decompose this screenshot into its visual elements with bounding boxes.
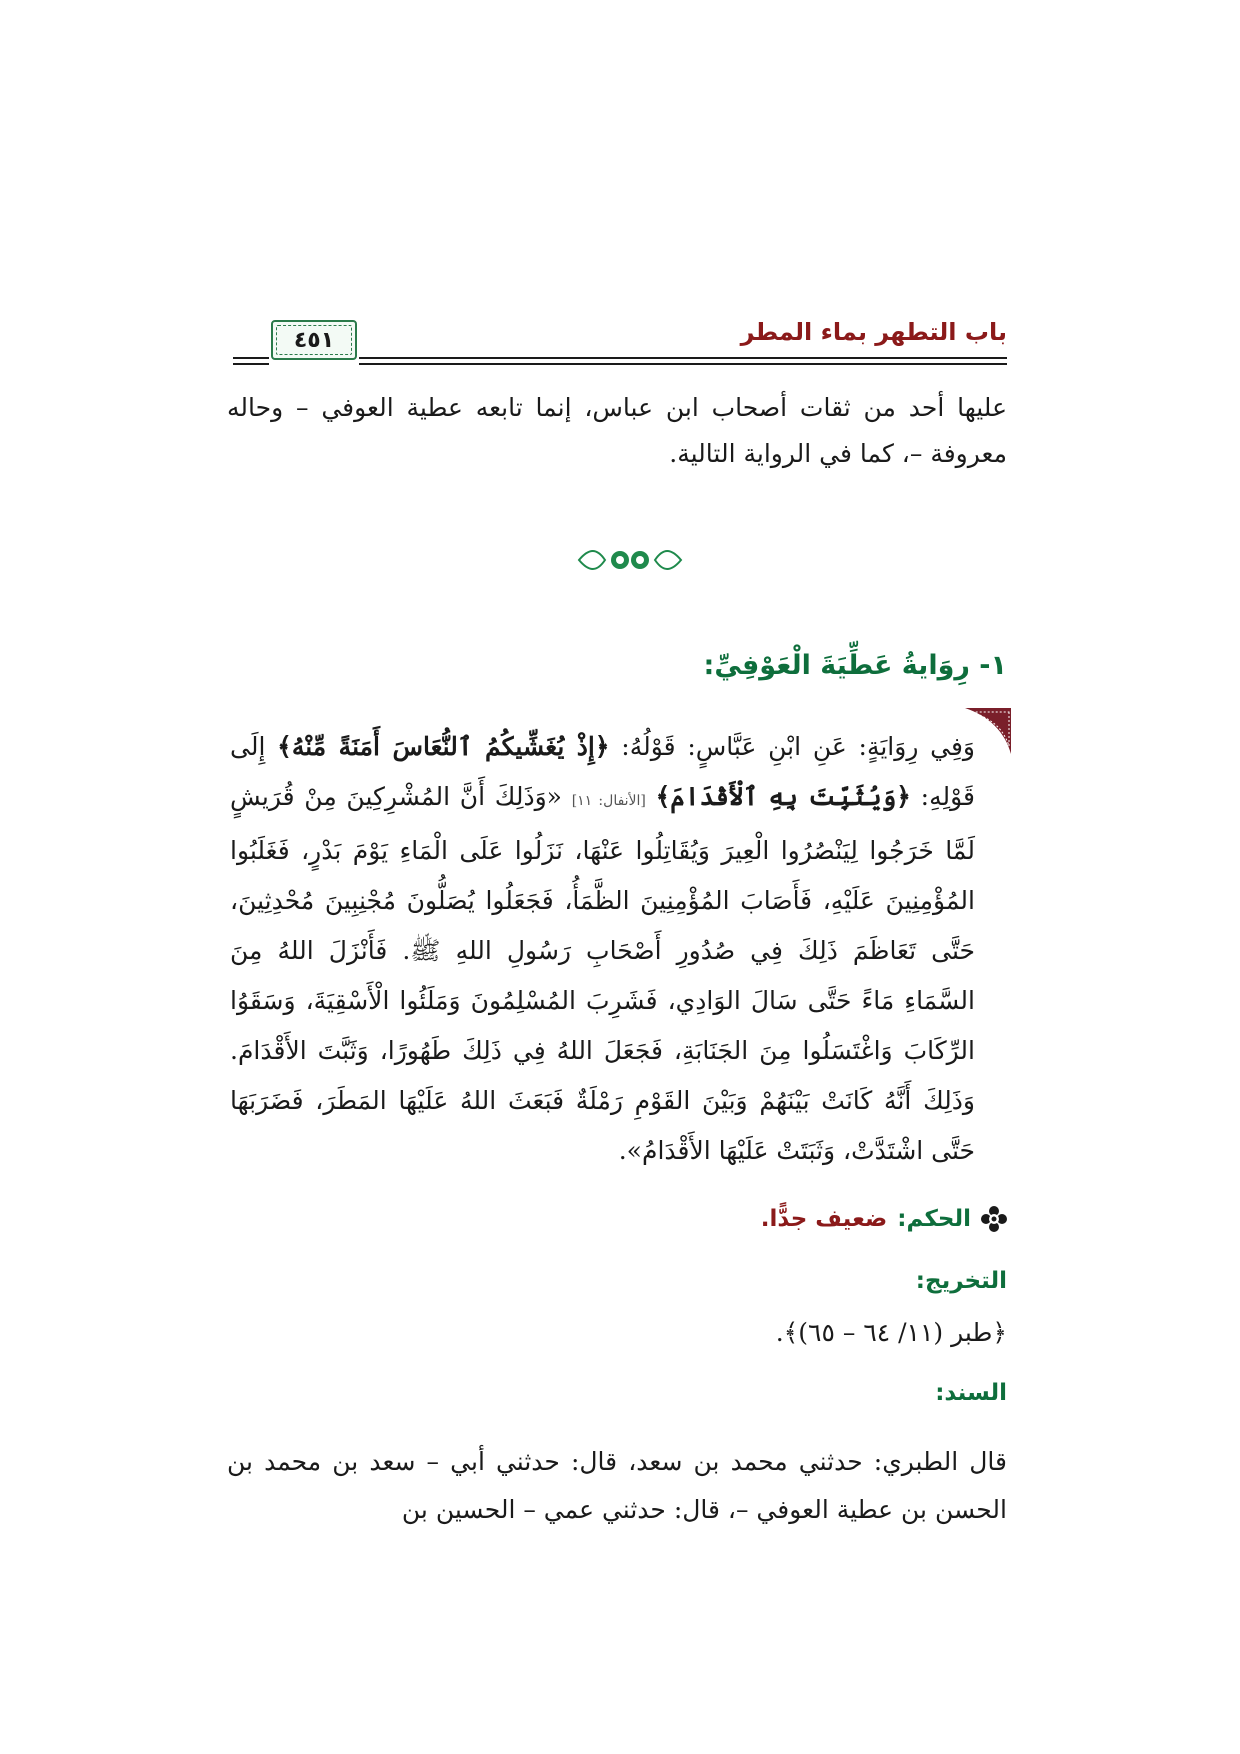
header-rule-left-bottom xyxy=(233,363,269,365)
takhrij-text: ﴿طبر (١١/ ٦٤ – ٦٥)﴾. xyxy=(775,1318,1007,1347)
ruling-label: الحكم: xyxy=(897,1206,971,1232)
page-number-badge xyxy=(271,320,357,360)
quran-verse-2: ﴿وَيُثَبِّتَ بِهِ ٱلْأَقْدَامَ﴾ xyxy=(655,782,911,811)
page-number: ٤٥١ xyxy=(293,327,335,353)
chapter-title: باب التطهر بماء المطر xyxy=(740,318,1007,346)
takhrij-label: التخريج: xyxy=(915,1268,1007,1294)
sanad-paragraph: قال الطبري: حدثني محمد بن سعد، قال: حدثني أبي – سعد بن محمد بن الحسن بن عطية العوفي –، قال: حدثني عمي – الحسين بن xyxy=(227,1447,1007,1524)
header-rule-right-bottom xyxy=(359,363,1007,365)
narration-connector: إِلَى قَوْلِهِ: xyxy=(230,732,975,811)
intro-paragraph: عليها أحد من ثقات أصحاب ابن عباس، إنما تابعه عطية العوفي – وحاله معروفة –، كما في الرواية التالية. xyxy=(227,393,1007,468)
verse-reference: [الأنفال: ١١] xyxy=(571,793,646,809)
ruling-value: ضعيف جدًّا. xyxy=(760,1206,888,1232)
narration-block xyxy=(230,722,975,1176)
ornament-divider-icon xyxy=(575,540,685,580)
flower-bullet-icon xyxy=(981,1206,1007,1232)
quran-verse-1: ﴿إِذْ يُغَشِّيكُمُ ٱلنُّعَاسَ أَمَنَةً مِّنْهُ﴾ xyxy=(277,732,610,761)
header-rule-left-top xyxy=(233,357,269,359)
sanad-label: السند: xyxy=(935,1380,1007,1406)
narration-body: «وَذَلِكَ أَنَّ المُشْرِكِينَ مِنْ قُرَيشٍ لَمَّا خَرَجُوا لِيَنْصُرُوا الْعِيرَ وَيُقَاتِلُوا عَنْهَا، نَزَلُوا عَلَى الْمَاءِ يَوْمَ بَدْرٍ، فَغَلَبُوا المُؤْمِنِينَ عَلَيْهِ، فَأَصَابَ المُؤْمِنِينَ الظَّمَأُ، فَجَعَلُوا يُصَلُّونَ مُجْنِبِينَ مُحْدِثِينَ، حَتَّى تَعَاظَمَ ذَلِكَ فِي صُدُورِ أَصْحَابِ رَسُولِ اللهِ ﷺ. فَأَنْزَلَ اللهُ مِنَ السَّمَاءِ مَاءً حَتَّى سَالَ الوَادِي، فَشَرِبَ المُسْلِمُونَ وَمَلَئُوا الْأَسْقِيَةَ، وَسَقَوُا الرِّكَابَ وَاغْتَسَلُوا مِنَ الجَنَابَةِ، فَجَعَلَ اللهُ فِي ذَلِكَ طَهُورًا، وَثَبَّتَ الأَقْدَامَ. وَذَلِكَ أَنَّهُ كَانَتْ بَيْنَهُمْ وَبَيْنَ القَوْمِ رَمْلَةٌ فَبَعَثَ اللهُ عَلَيْهَا المَطَرَ، فَضَرَبَهَا حَتَّى اشْتَدَّتْ، وَثَبَتَتْ عَلَيْهَا الأَقْدَامُ». xyxy=(230,782,975,1165)
section-heading: ١- رِوَايةُ عَطِّيَةَ الْعَوْفِيِّ: xyxy=(703,650,1007,681)
narration-lead: وَفِي رِوَايَةٍ: عَنِ ابْنِ عَبَّاسٍ: قَوْلُهُ: xyxy=(621,732,976,761)
ruling-row xyxy=(761,1206,1007,1232)
header-rule-right-top xyxy=(359,357,1007,359)
